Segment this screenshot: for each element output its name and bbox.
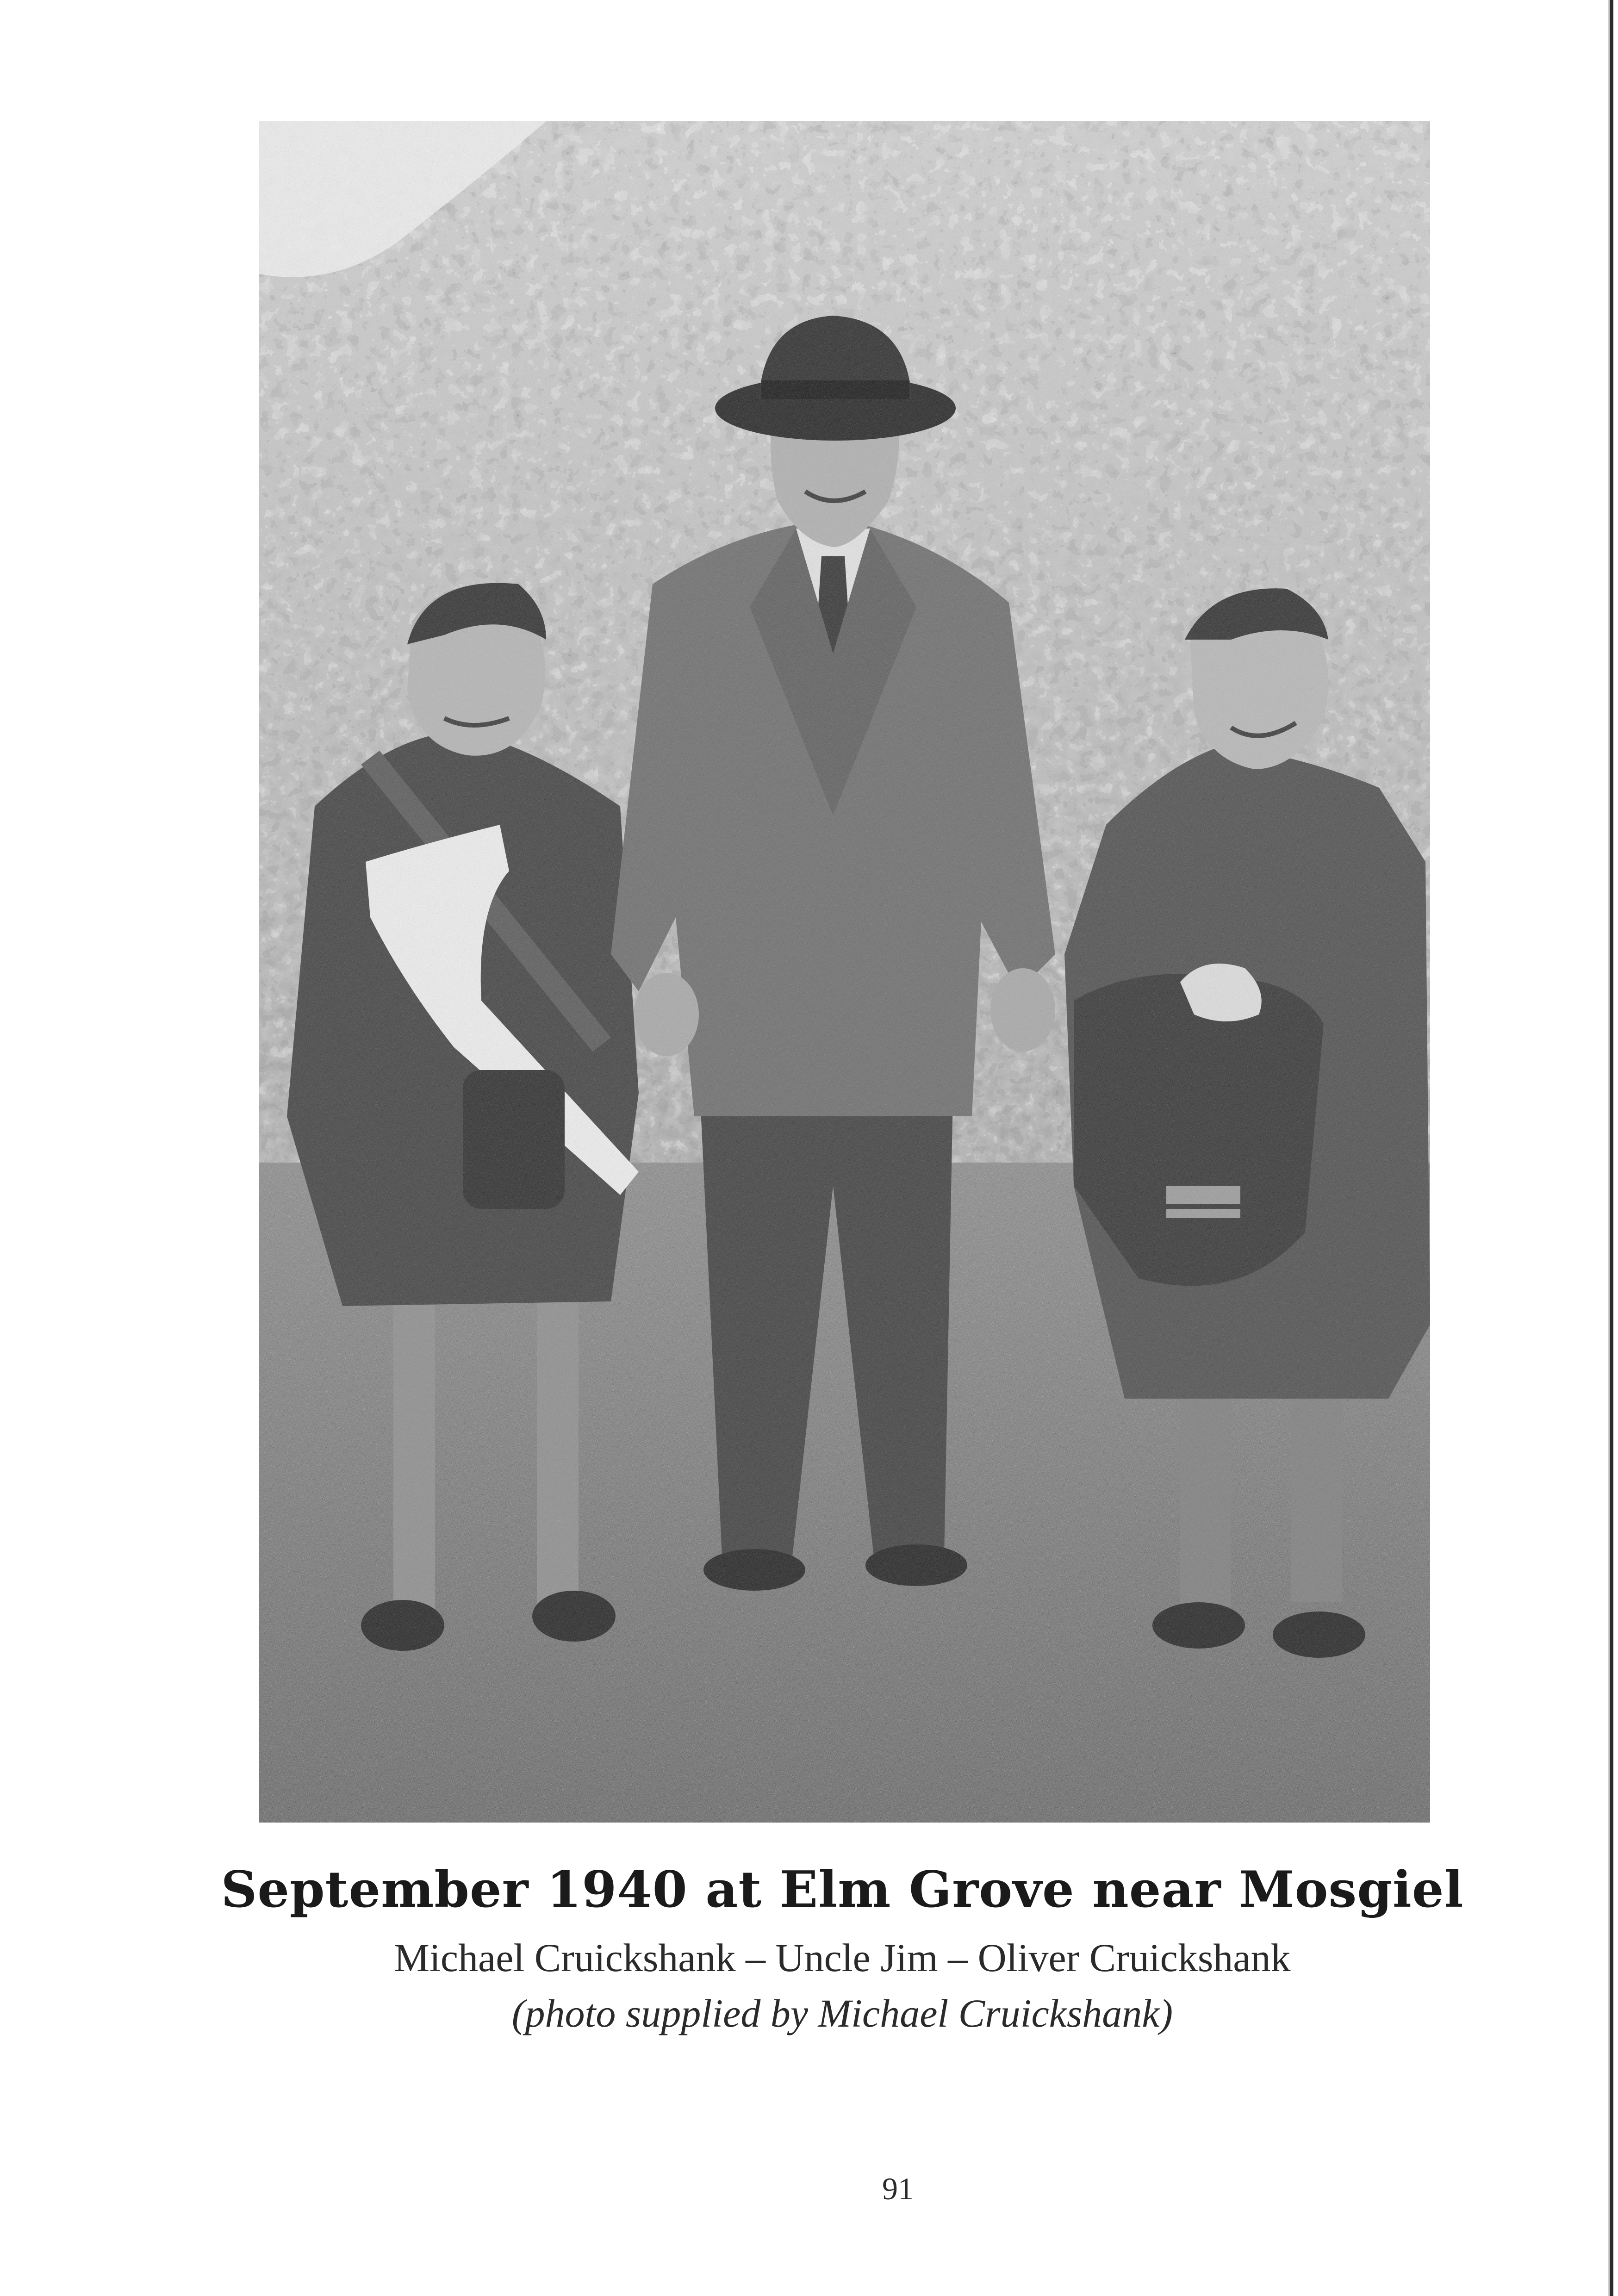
caption-names: Michael Cruickshank – Uncle Jim – Oliver Cruickshank: [394, 1935, 1291, 1980]
photograph: [259, 121, 1430, 1823]
caption-credit: (photo supplied by Michael Cruickshank): [511, 1991, 1173, 2035]
caption-title: September 1940 at Elm Grove near Mosgiel: [221, 1860, 1464, 1919]
page-number: 91: [882, 2171, 914, 2206]
